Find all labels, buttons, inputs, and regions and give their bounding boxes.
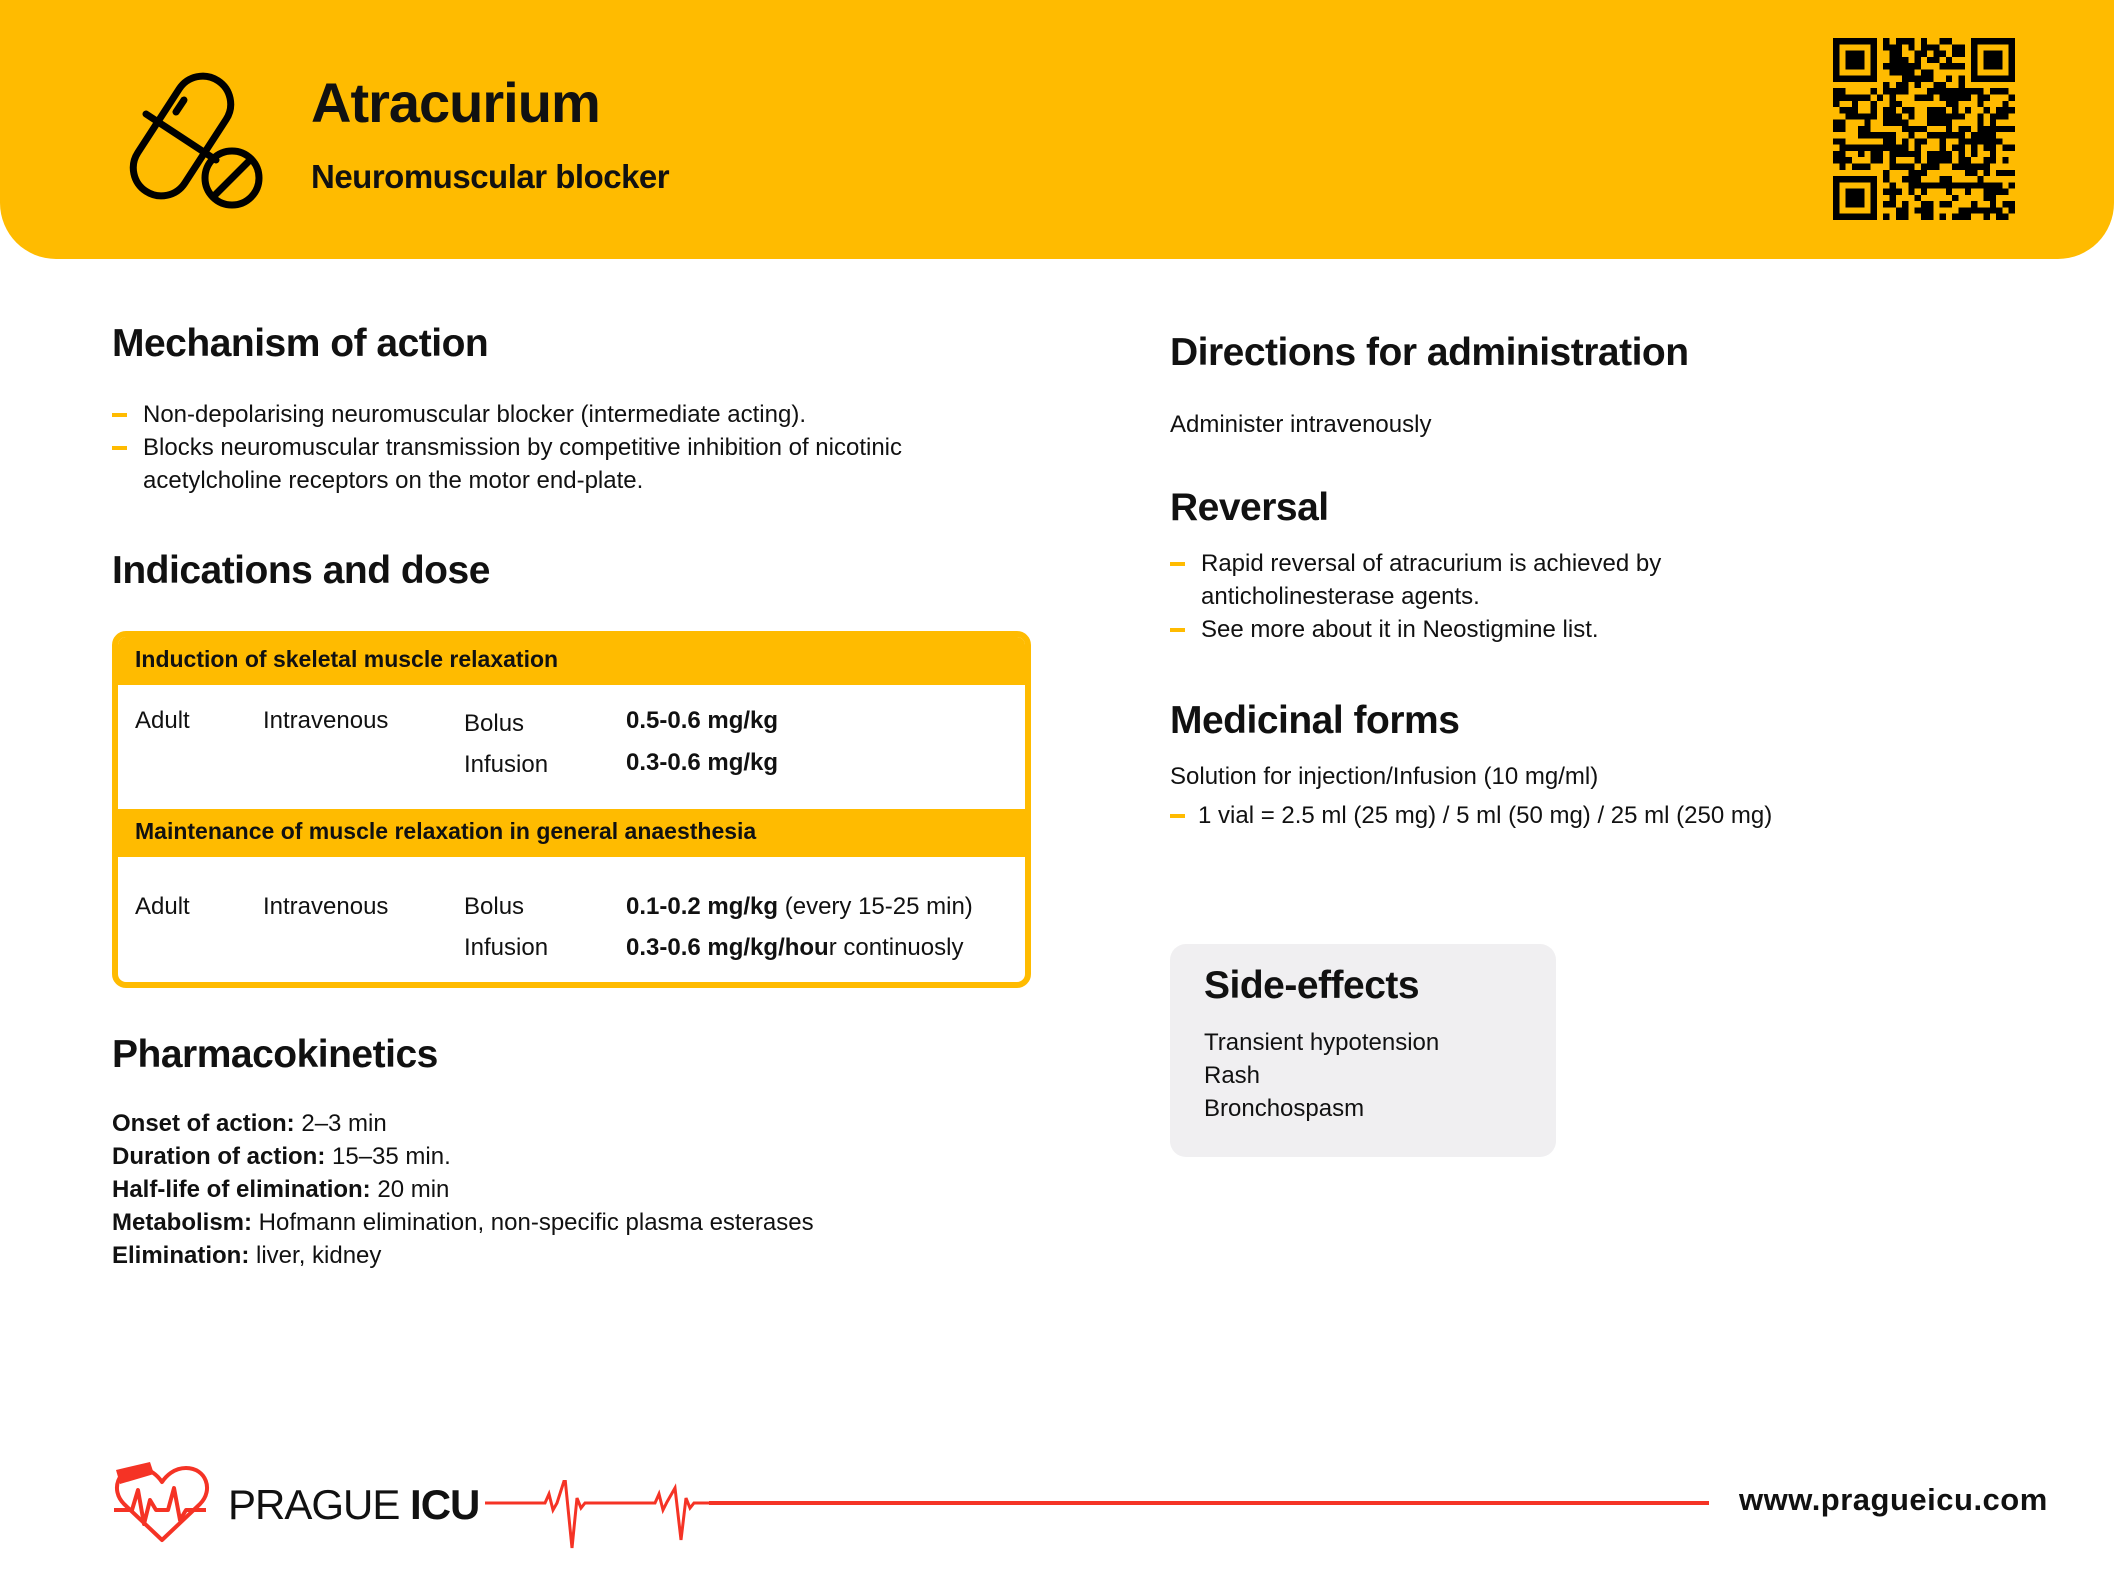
pk-item: Metabolism: Hofmann elimination, non-specific plasma esterases [112, 1209, 814, 1236]
website-link[interactable]: www.pragueicu.com [1739, 1482, 2048, 1517]
dose-value: 0.5-0.6 mg/kg [626, 707, 779, 734]
list-item: 1 vial = 2.5 ml (25 mg) / 5 ml (50 mg) / 25 ml (250 mg) [1170, 799, 1772, 832]
dose-type: Bolus [464, 893, 525, 920]
side-effect-item: Transient hypotension [1204, 1029, 1440, 1056]
forms-heading: Medicinal forms [1170, 699, 1460, 742]
mechanism-heading: Mechanism of action [112, 322, 489, 365]
route-cell: Intravenous [263, 707, 389, 734]
dose-table [112, 631, 1031, 988]
side-effects-heading: Side-effects [1204, 964, 1420, 1007]
dose-value: 0.3-0.6 mg/kg [626, 749, 779, 776]
dose-section-title: Maintenance of muscle relaxation in general anaesthesia [118, 809, 1025, 857]
directions-heading: Directions for administration [1170, 331, 1689, 374]
drug-title: Atracurium [311, 71, 600, 134]
pk-item: Elimination: liver, kidney [112, 1242, 382, 1269]
reversal-heading: Reversal [1170, 486, 1329, 529]
pk-item: Duration of action: 15–35 min. [112, 1143, 451, 1170]
side-effects-panel [1170, 944, 1556, 1157]
qr-code[interactable] [1833, 38, 2015, 220]
reversal-list [1170, 547, 1661, 646]
forms-list [1170, 799, 1772, 832]
dose-value: 0.3-0.6 mg/kg/hour continuosly [626, 934, 964, 961]
dose-type: Infusion [464, 934, 549, 961]
directions-text: Administer intravenously [1170, 411, 1432, 438]
forms-text: Solution for injection/Infusion (10 mg/ml) [1170, 763, 1599, 790]
pk-item: Half-life of elimination: 20 min [112, 1176, 450, 1203]
list-item: Rapid reversal of atracurium is achieved by anticholinesterase agents. [1170, 547, 1661, 613]
list-item: Non-depolarising neuromuscular blocker (intermediate acting). [112, 398, 902, 431]
pk-item: Onset of action: 2–3 min [112, 1110, 387, 1137]
dose-section-title: Induction of skeletal muscle relaxation [118, 637, 1025, 685]
list-item: See more about it in Neostigmine list. [1170, 613, 1661, 646]
side-effect-item: Rash [1204, 1062, 1261, 1089]
side-effect-item: Bronchospasm [1204, 1095, 1365, 1122]
route-cell: Intravenous [263, 893, 389, 920]
dose-value: 0.1-0.2 mg/kg (every 15-25 min) [626, 893, 973, 920]
indications-heading: Indications and dose [112, 549, 490, 592]
prague-icu-logo-icon [110, 1460, 214, 1546]
drug-class: Neuromuscular blocker [311, 158, 670, 195]
patient-cell: Adult [135, 893, 190, 920]
mechanism-list [112, 398, 902, 497]
ecg-line [485, 1480, 1715, 1580]
dose-type: Bolus [464, 710, 525, 737]
pill-icon [118, 72, 268, 212]
pharmacokinetics-heading: Pharmacokinetics [112, 1033, 438, 1076]
dose-type: Infusion [464, 751, 549, 778]
pharmacokinetics-list [112, 1107, 814, 1272]
prague-icu-brand: PRAGUE ICU [228, 1481, 480, 1528]
list-item: Blocks neuromuscular transmission by competitive inhibition of nicotinic acetylcholine receptors on the motor end-plate. [112, 431, 902, 497]
patient-cell: Adult [135, 707, 190, 734]
